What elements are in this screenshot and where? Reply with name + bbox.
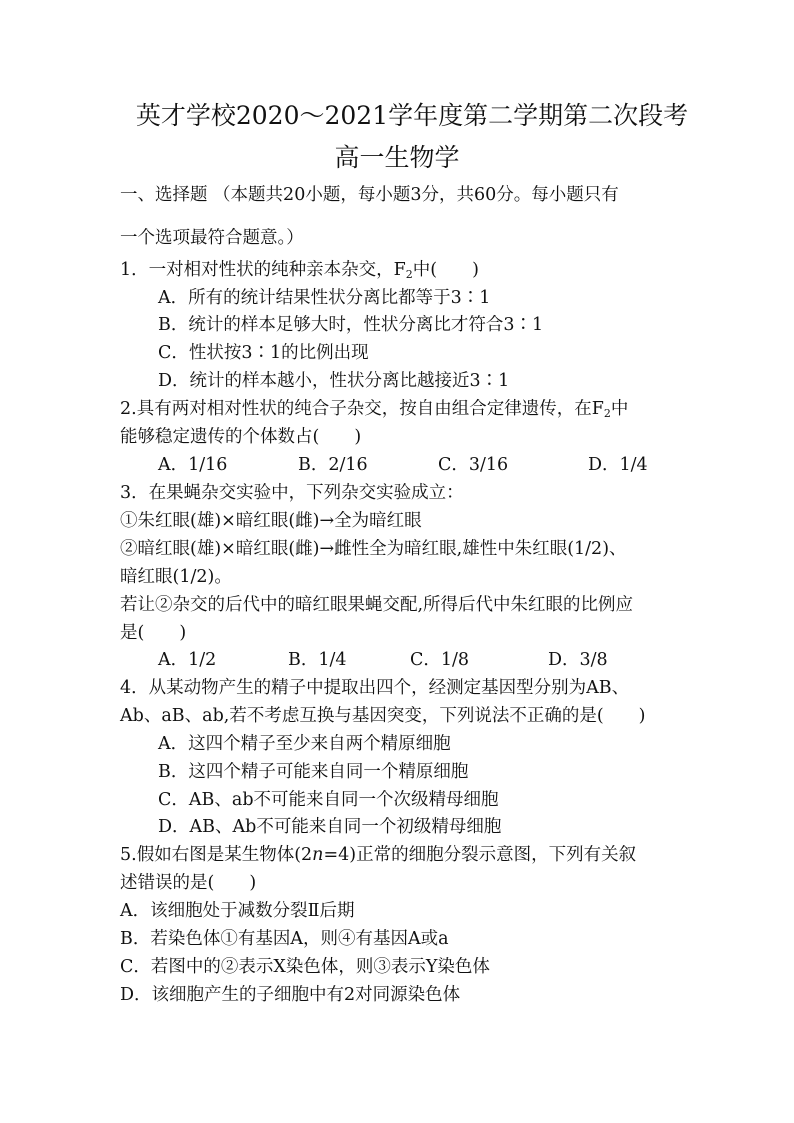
question-4-stem-cont: Ab、aB、ab,若不考虑互换与基因突变，下列说法不正确的是( ) xyxy=(120,706,646,726)
q5-stem-end: =4)正常的细胞分裂示意图，下列有关叙 xyxy=(323,845,637,865)
q3-cross-2-cont: 暗红眼(1/2)。 xyxy=(120,567,232,587)
q1-subscript: 2 xyxy=(405,268,413,281)
question-3-stem: 3．在果蝇杂交实验中，下列杂交实验成立： xyxy=(120,483,464,503)
question-2-stem-cont: 能够稳定遗传的个体数占( ) xyxy=(120,427,362,447)
q2-subscript: 2 xyxy=(603,407,611,420)
question-5-stem xyxy=(120,843,636,867)
q5-option-d: D．该细胞产生的子细胞中有2对同源染色体 xyxy=(120,985,461,1005)
q3-option-a: A．1/2 xyxy=(158,650,217,670)
section-heading-cont: 一个选项最符合题意。） xyxy=(120,228,304,248)
q4-option-a: A．这四个精子至少来自两个精原细胞 xyxy=(158,734,451,754)
q3-question-cont: 是( ) xyxy=(120,623,187,643)
q1-stem-text: 1．一对相对性状的纯种亲本杂交，F xyxy=(120,260,406,280)
q1-option-b: B．统计的样本足够大时，性状分离比才符合3∶1 xyxy=(158,315,544,335)
q2-option-b: B．2/16 xyxy=(298,455,368,475)
exam-subject: 高一生物学 xyxy=(334,143,460,172)
q2-stem-text: 2.具有两对相对性状的纯合子杂交，按自由组合定律遗传，在F xyxy=(120,399,604,419)
q5-italic-n: n xyxy=(312,845,324,865)
q1-option-a: A．所有的统计结果性状分离比都等于3∶1 xyxy=(158,288,491,308)
q3-cross-2: ②暗红眼(雄)×暗红眼(雌)→雌性全为暗红眼,雄性中朱红眼(1/2)、 xyxy=(120,539,627,559)
q4-option-b: B．这四个精子可能来自同一个精原细胞 xyxy=(158,762,469,782)
q2-option-c: C．3/16 xyxy=(438,455,509,475)
q4-option-c: C．AB、ab不可能来自同一个次级精母细胞 xyxy=(158,790,499,810)
q1-option-c: C．性状按3∶1的比例出现 xyxy=(158,343,369,363)
section-heading: 一、选择题 （本题共20小题，每小题3分，共60分。每小题只有 xyxy=(120,185,619,205)
q3-cross-1: ①朱红眼(雄)×暗红眼(雌)→全为暗红眼 xyxy=(120,511,422,531)
q3-option-b: B．1/4 xyxy=(288,650,347,670)
q2-stem-end: 中 xyxy=(610,399,629,419)
q2-option-d: D．1/4 xyxy=(588,455,648,475)
q5-option-c: C．若图中的②表示X染色体，则③表示Y染色体 xyxy=(120,957,490,977)
q1-option-d: D．统计的样本越小，性状分离比越接近3∶1 xyxy=(158,371,510,391)
q1-stem-end: 中( ) xyxy=(412,260,479,280)
question-1-stem xyxy=(120,258,479,282)
q5-option-b: B．若染色体①有基因A，则④有基因A或a xyxy=(120,929,449,949)
question-4-stem: 4．从某动物产生的精子中提取出四个，经测定基因型分别为AB、 xyxy=(120,678,630,698)
exam-title: 英才学校2020～2021学年度第二学期第二次段考 xyxy=(135,101,689,130)
q5-option-a: A．该细胞处于减数分裂Ⅱ后期 xyxy=(120,901,355,921)
q5-stem-text: 5.假如右图是某生物体(2 xyxy=(120,845,313,865)
q3-question: 若让②杂交的后代中的暗红眼果蝇交配,所得后代中朱红眼的比例应 xyxy=(120,595,634,615)
q2-option-a: A．1/16 xyxy=(158,455,228,475)
q4-option-d: D．AB、Ab不可能来自同一个初级精母细胞 xyxy=(158,817,502,837)
q3-option-d: D．3/8 xyxy=(548,650,608,670)
question-2-stem xyxy=(120,397,628,421)
question-5-stem-cont: 述错误的是( ) xyxy=(120,873,257,893)
q3-option-c: C．1/8 xyxy=(410,650,470,670)
